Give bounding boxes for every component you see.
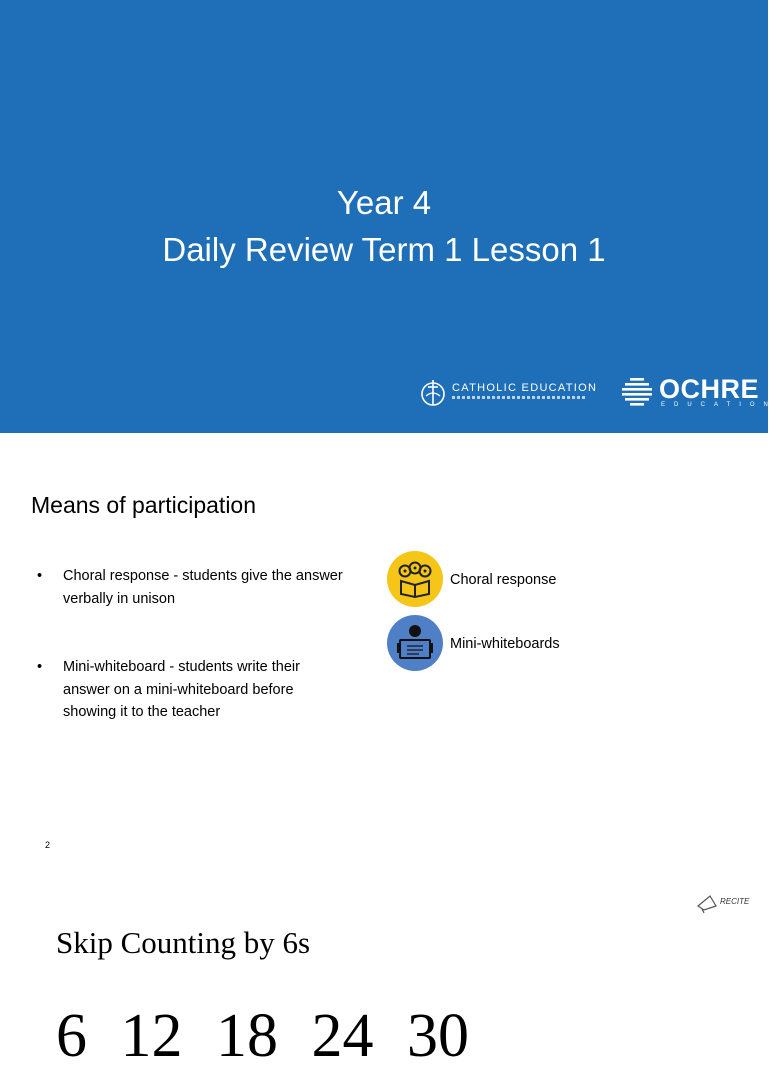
catholic-education-logo-subtext: [452, 396, 586, 399]
catholic-education-logo-text: CATHOLIC EDUCATION: [452, 382, 598, 394]
bullet-text: Choral response - students give the answer verbally in unison: [63, 568, 343, 607]
ochre-logo-text: OCHRE: [659, 374, 760, 404]
ochre-logo-subtext: EDUCATION: [661, 402, 777, 408]
title-lesson: Daily Review Term 1 Lesson 1: [162, 231, 606, 268]
slide-heading: Means of participation: [31, 492, 257, 518]
legend-mini-whiteboards: Mini-whiteboards: [450, 636, 560, 652]
catholic-education-logo-icon: [418, 376, 448, 408]
mini-whiteboard-icon: [387, 615, 443, 671]
page-number: 2: [45, 840, 51, 850]
legend-choral-response: Choral response: [450, 572, 557, 588]
skip-counting-numbers: 6 12 18 24 30: [56, 1002, 469, 1070]
skip-counting-slide: [0, 863, 768, 1070]
ochre-logo-icon: [621, 376, 653, 408]
title-year: Year 4: [336, 184, 432, 221]
bullet-text: Mini-whiteboard - students write their answer on a mini-whiteboard before showing it to the teacher: [63, 659, 300, 720]
title-slide: [0, 0, 777, 433]
participation-slide: [0, 433, 768, 863]
recite-label: RECITE: [720, 897, 750, 906]
bullet-symbol: •: [37, 659, 43, 675]
choral-response-icon: [387, 551, 443, 607]
skip-counting-title: Skip Counting by 6s: [56, 925, 311, 960]
bullet-symbol: •: [37, 568, 43, 584]
